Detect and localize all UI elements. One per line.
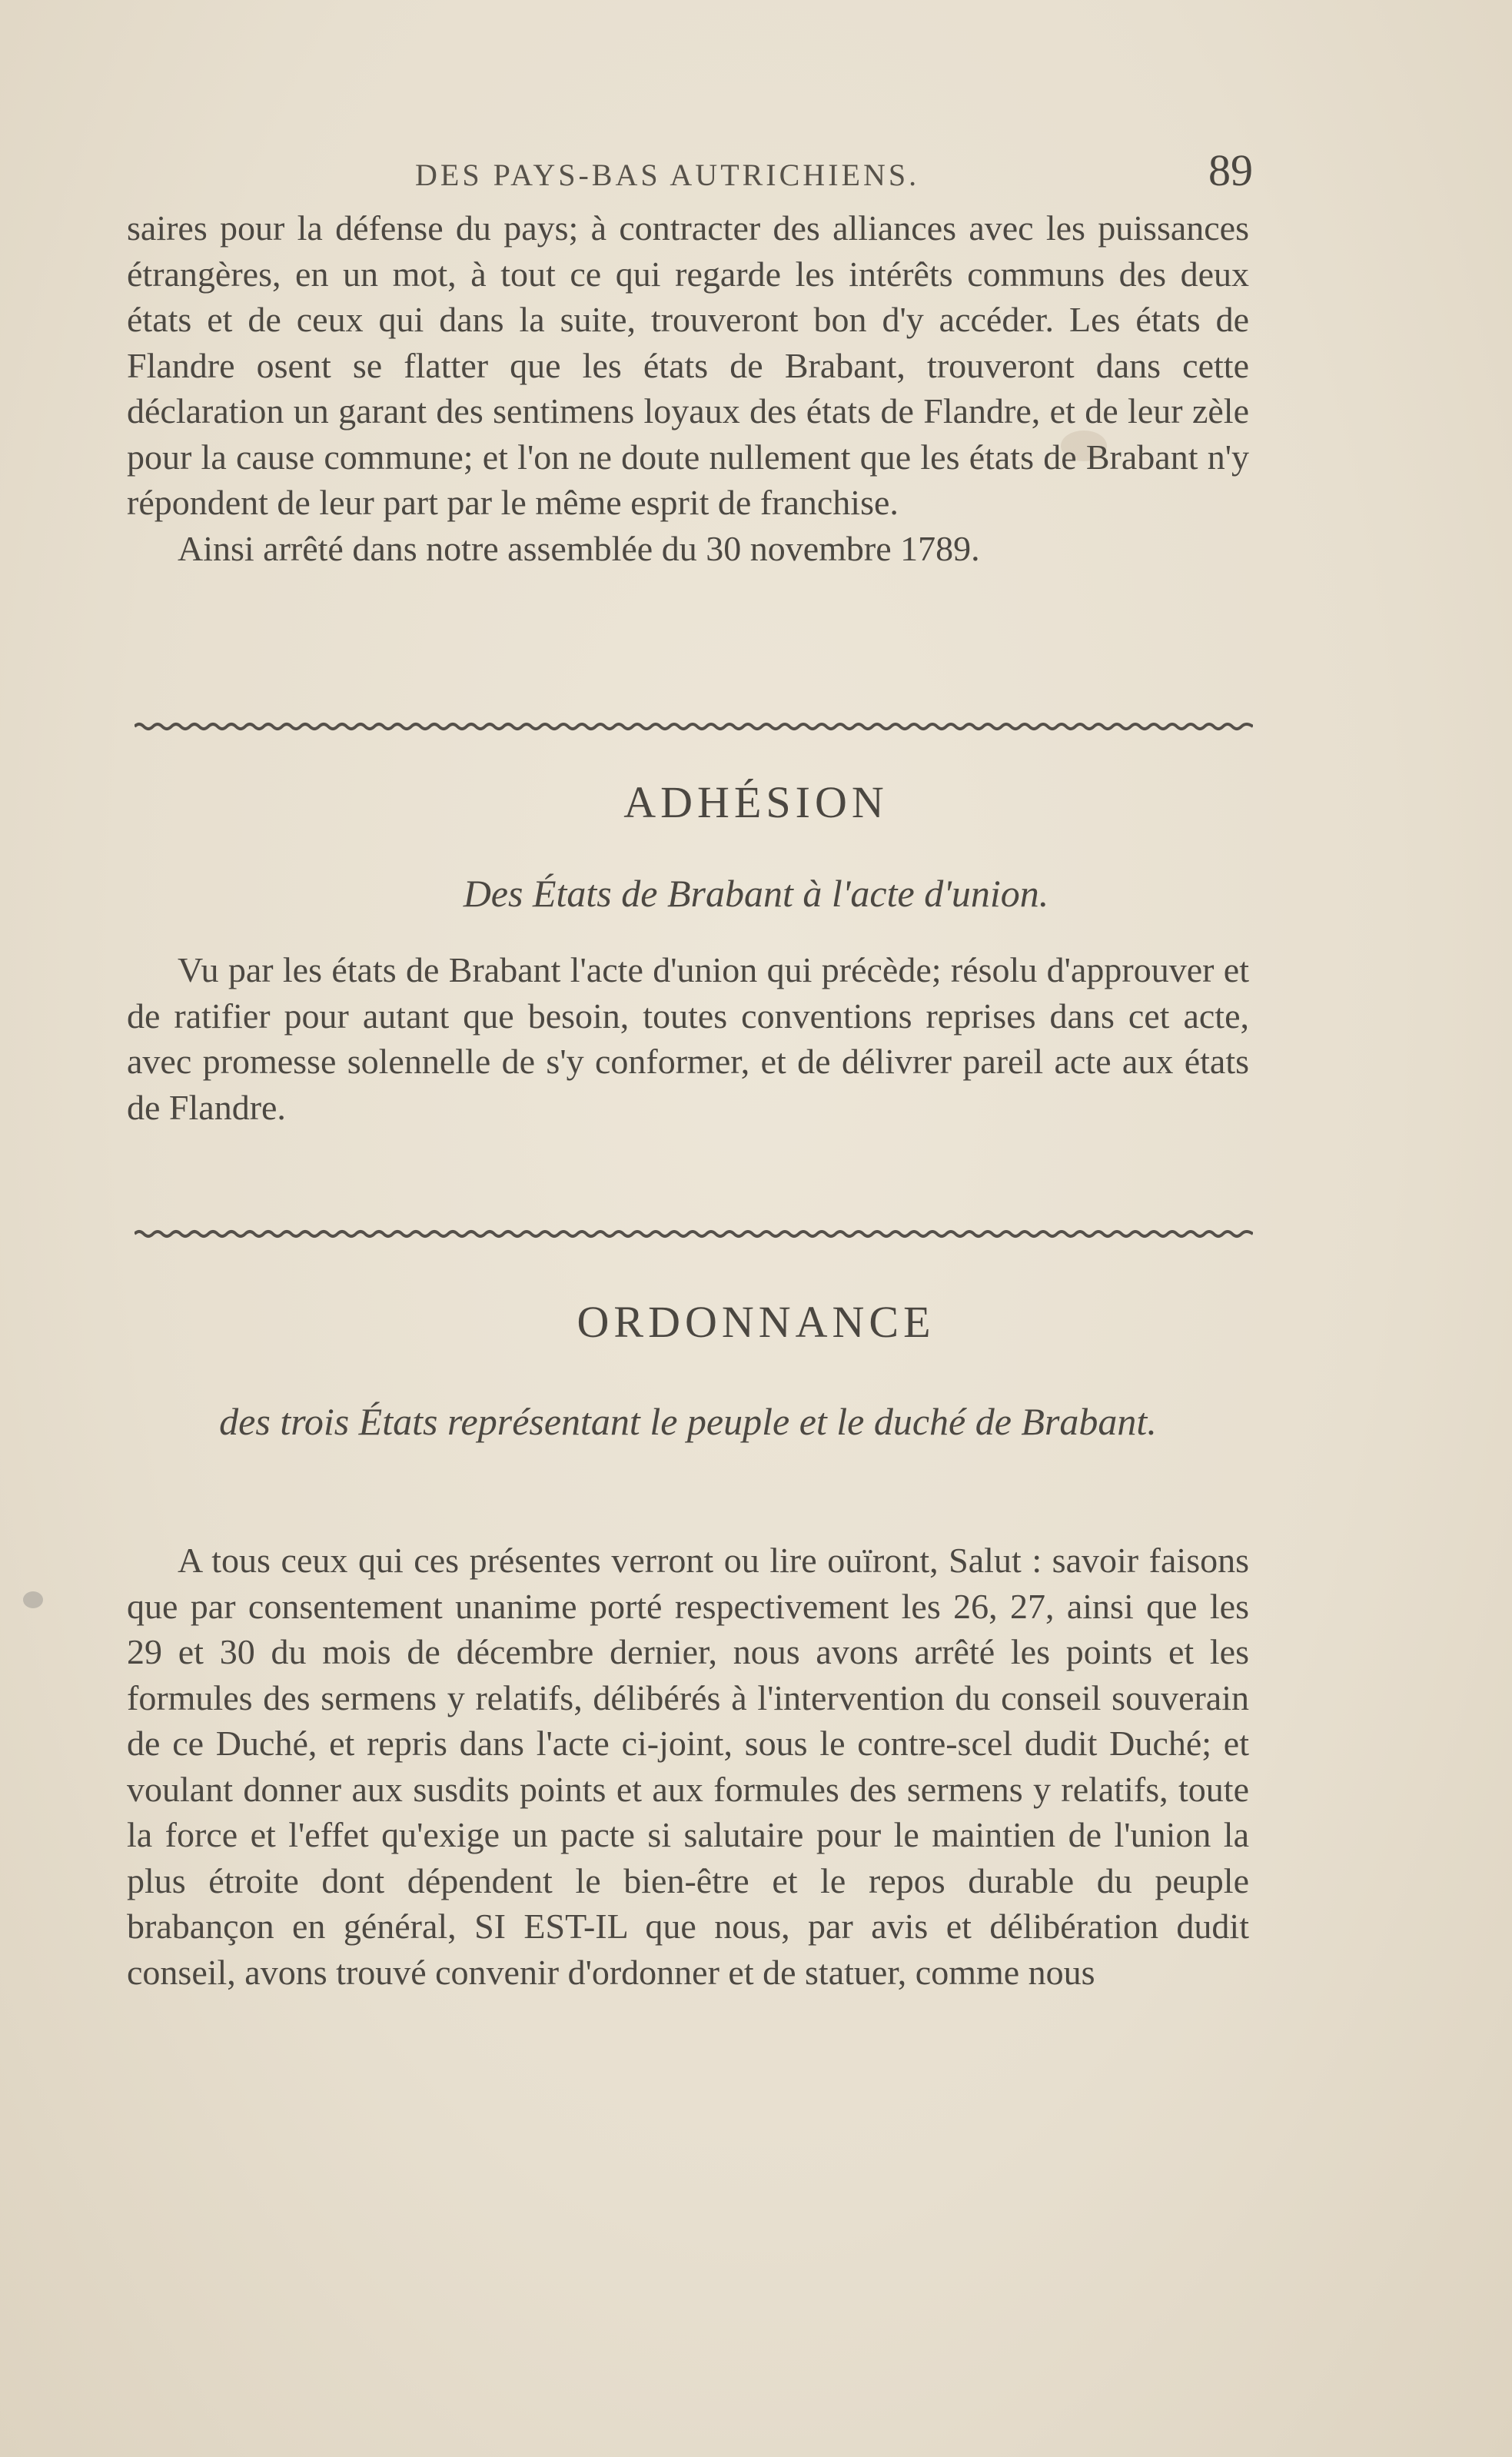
ordonnance-paragraph: A tous ceux qui ces présentes verront ou lire ouïront, Salut : savoir faisons que par consentement unanime porté respectivement les 26, 27, ainsi que les 29 et 30 du mois de décembre dernier, nous avons arrêté les points et les formules des sermens y relatifs, délibérés à l'intervention du conseil souverain de ce Duché, et repris dans l'acte ci-joint, sous le contre-scel dudit Duché; et voulant donner aux susdits points et aux formules des sermens y relatifs, toute la force et l'effet qu'exige un pacte si salutaire pour le maintien de l'union la plus étroite dont dépendent le bien-être et le repos durable du peuple brabançon en général, SI EST-IL que nous, par avis et délibération dudit conseil, avons trouvé convenir d'ordonner et de statuer, comme nous — [127, 1541, 1249, 1992]
paper-stain — [23, 1591, 43, 1608]
adhesion-paragraph: Vu par les états de Brabant l'acte d'union qui précède; résolu d'approuver et de ratifier pour autant que besoin, toutes conventions reprises dans cet acte, avec promesse solennelle de s'y conformer, et de délivrer pareil acte aux états de Flandre. — [127, 950, 1249, 1127]
closing-line: Ainsi arrêté dans notre assemblée du 30 novembre 1789. — [178, 528, 980, 568]
section-title-adhesion: ADHÉSION — [623, 777, 889, 827]
ornamental-rule — [135, 1228, 1253, 1240]
adhesion-body — [127, 947, 1249, 1130]
section-subtitle-adhesion: Des États de Brabant à l'acte d'union. — [463, 872, 1049, 915]
section-subtitle-ordonnance: des trois États représentant le peuple et le duché de Brabant. — [219, 1400, 1157, 1443]
ordonnance-body — [127, 1538, 1249, 1995]
page-header — [415, 145, 1253, 196]
ornamental-rule — [135, 720, 1253, 733]
section-title-ordonnance: ORDONNANCE — [577, 1297, 935, 1347]
page-number: 89 — [1208, 145, 1253, 195]
running-title: DES PAYS-BAS AUTRICHIENS. — [415, 158, 920, 192]
continuation-paragraph: saires pour la défense du pays; à contracter des alliances avec les puissances étrangères, en un mot, à tout ce qui regarde les intérêts communs des deux états et de ceux qui dans la suite, trouveront bon d'y accéder. Les états de Flandre osent se flatter que les états de Brabant, trouveront dans cette déclaration un garant des sentimens loyaux des états de Flandre, et de leur zèle pour la cause commune; et l'on ne doute nullement que les états de Brabant n'y répondent de leur part par le même esprit de franchise. — [127, 208, 1249, 522]
continuation-text — [127, 205, 1249, 571]
